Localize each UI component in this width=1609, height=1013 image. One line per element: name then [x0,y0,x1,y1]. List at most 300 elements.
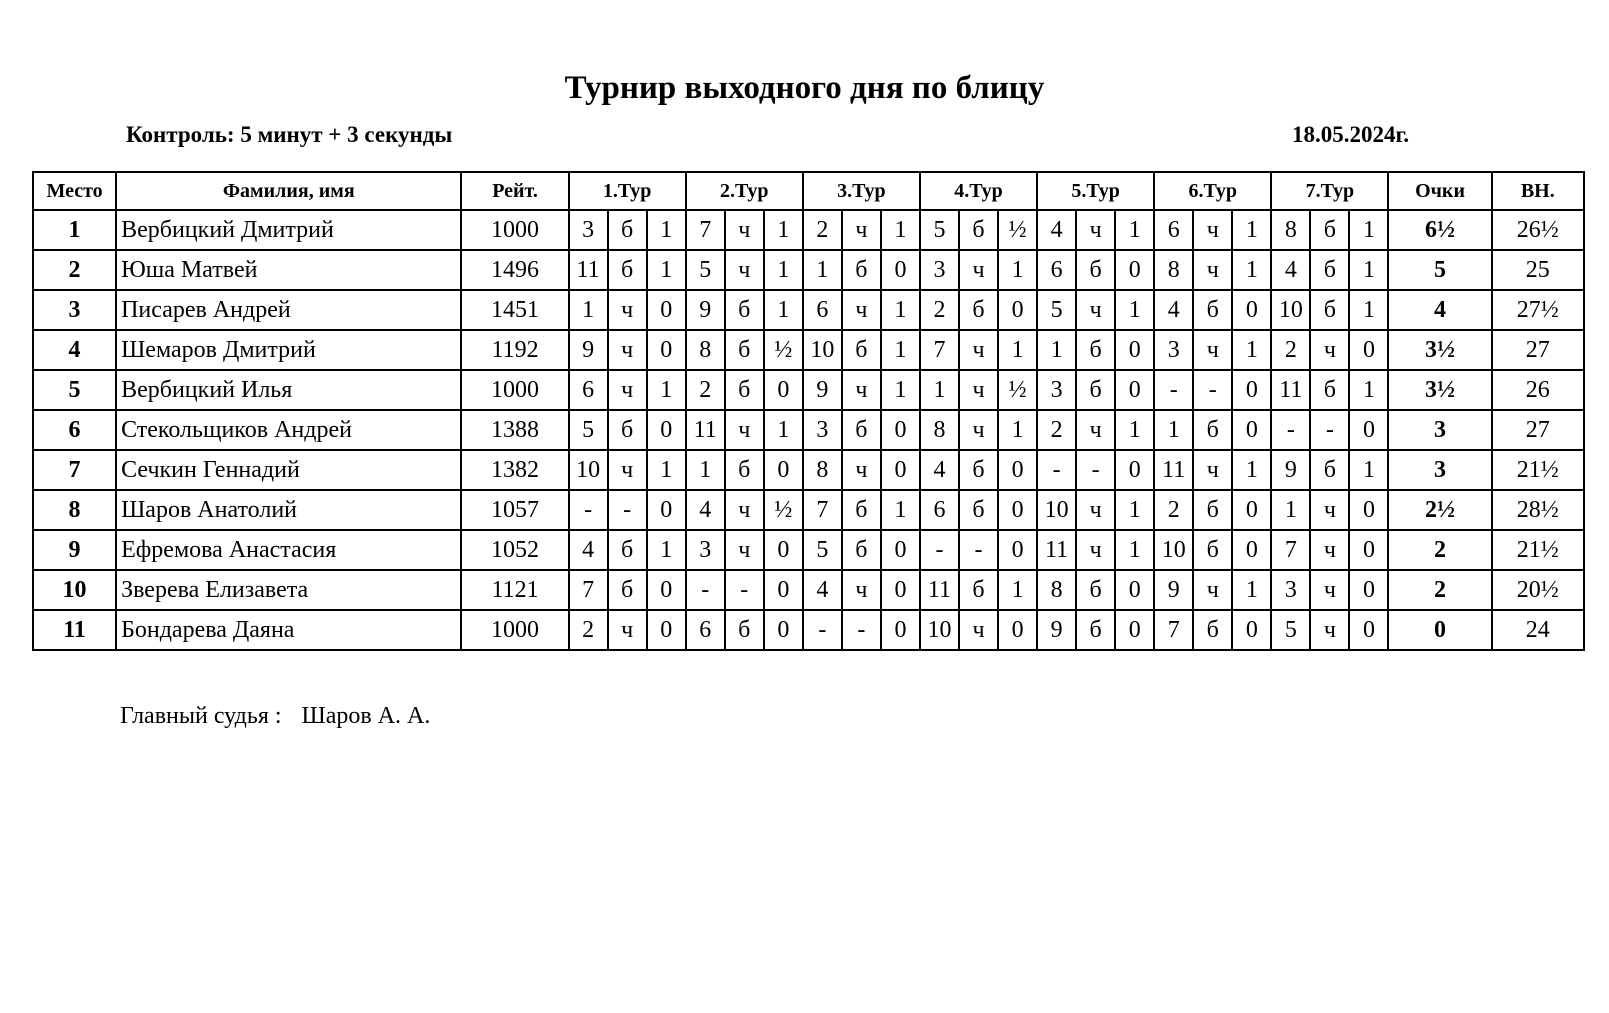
color-cell: б [725,290,764,330]
place-cell: 6 [33,410,116,450]
color-cell: б [1193,410,1232,450]
opponent-cell: 1 [803,250,842,290]
color-cell: ч [959,250,998,290]
opponent-cell: 4 [569,530,608,570]
opponent-cell: 6 [920,490,959,530]
result-cell: 1 [1115,290,1154,330]
color-cell: б [842,410,881,450]
color-cell: ч [959,370,998,410]
result-cell: ½ [764,330,803,370]
opponent-cell: 8 [1037,570,1076,610]
opponent-cell: 9 [1271,450,1310,490]
opponent-cell: 2 [686,370,725,410]
result-cell: 0 [881,530,920,570]
opponent-cell: 2 [569,610,608,650]
place-cell: 11 [33,610,116,650]
opponent-cell: 11 [920,570,959,610]
opponent-cell: - [1154,370,1193,410]
result-cell: 0 [881,250,920,290]
tiebreak-cell: 27½ [1492,290,1584,330]
result-cell: 1 [1115,410,1154,450]
result-cell: 0 [647,410,686,450]
opponent-cell: 2 [1154,490,1193,530]
header-round-1: 1.Тур [569,172,686,210]
place-cell: 4 [33,330,116,370]
result-cell: 1 [1232,210,1271,250]
result-cell: 0 [1349,610,1388,650]
rating-cell: 1052 [461,530,568,570]
header-round-3: 3.Тур [803,172,920,210]
rating-cell: 1000 [461,210,568,250]
chief-judge-name: Шаров А. А. [301,703,431,729]
color-cell: ч [1310,610,1349,650]
result-cell: 1 [1115,210,1154,250]
header-round-5: 5.Тур [1037,172,1154,210]
color-cell: б [725,330,764,370]
color-cell: б [842,490,881,530]
opponent-cell: - [803,610,842,650]
color-cell: ч [842,290,881,330]
points-cell: 3½ [1388,370,1491,410]
color-cell: б [842,250,881,290]
color-cell: б [1076,330,1115,370]
opponent-cell: 3 [686,530,725,570]
opponent-cell: 11 [1271,370,1310,410]
result-cell: 0 [881,450,920,490]
place-cell: 9 [33,530,116,570]
color-cell: ч [842,210,881,250]
color-cell: б [1076,610,1115,650]
opponent-cell: 5 [569,410,608,450]
color-cell: б [842,330,881,370]
result-cell: 1 [881,210,920,250]
table-row [33,530,1584,570]
color-cell: б [1310,290,1349,330]
opponent-cell: 9 [686,290,725,330]
opponent-cell: 10 [569,450,608,490]
points-cell: 0 [1388,610,1491,650]
result-cell: 0 [998,450,1037,490]
result-cell: 1 [1349,290,1388,330]
points-cell: 4 [1388,290,1491,330]
result-cell: 1 [764,410,803,450]
color-cell: ч [959,330,998,370]
opponent-cell: 7 [686,210,725,250]
opponent-cell: 2 [920,290,959,330]
color-cell: ч [959,410,998,450]
color-cell: ч [1310,530,1349,570]
result-cell: 0 [1232,410,1271,450]
header-round-7: 7.Тур [1271,172,1388,210]
color-cell: б [959,290,998,330]
opponent-cell: 1 [920,370,959,410]
color-cell: б [725,370,764,410]
result-cell: 0 [647,570,686,610]
opponent-cell: 4 [920,450,959,490]
color-cell: б [608,570,647,610]
result-cell: ½ [764,490,803,530]
table-row [33,410,1584,450]
opponent-cell: 7 [569,570,608,610]
result-cell: 0 [1349,530,1388,570]
tiebreak-cell: 21½ [1492,450,1584,490]
header-round-2: 2.Тур [686,172,803,210]
result-cell: 1 [881,370,920,410]
color-cell: б [608,410,647,450]
opponent-cell: - [686,570,725,610]
opponent-cell: 11 [569,250,608,290]
tiebreak-cell: 20½ [1492,570,1584,610]
result-cell: 0 [881,570,920,610]
opponent-cell: 7 [803,490,842,530]
color-cell: б [608,250,647,290]
result-cell: 1 [1349,210,1388,250]
tiebreak-cell: 27 [1492,410,1584,450]
place-cell: 1 [33,210,116,250]
result-cell: 1 [764,290,803,330]
color-cell: б [959,210,998,250]
player-name-cell: Вербицкий Дмитрий [116,210,461,250]
color-cell: б [1076,250,1115,290]
opponent-cell: 6 [1154,210,1193,250]
result-cell: 0 [1232,370,1271,410]
color-cell: б [725,610,764,650]
tiebreak-cell: 26 [1492,370,1584,410]
player-name-cell: Сечкин Геннадий [116,450,461,490]
result-cell: 1 [1349,450,1388,490]
tournament-date: 18.05.2024г. [1292,122,1410,147]
rating-cell: 1057 [461,490,568,530]
opponent-cell: 11 [1037,530,1076,570]
table-row [33,210,1584,250]
color-cell: ч [1076,410,1115,450]
opponent-cell: 4 [1271,250,1310,290]
result-cell: 0 [1232,490,1271,530]
result-cell: 1 [881,490,920,530]
color-cell: - [608,490,647,530]
result-cell: 0 [1349,490,1388,530]
opponent-cell: 3 [1037,370,1076,410]
opponent-cell: 3 [803,410,842,450]
player-name-cell: Юша Матвей [116,250,461,290]
opponent-cell: 9 [1037,610,1076,650]
opponent-cell: 3 [1154,330,1193,370]
result-cell: 1 [1232,250,1271,290]
color-cell: - [1310,410,1349,450]
result-cell: 1 [998,410,1037,450]
color-cell: - [842,610,881,650]
tiebreak-cell: 28½ [1492,490,1584,530]
color-cell: ч [1193,450,1232,490]
result-cell: 0 [998,490,1037,530]
color-cell: б [842,530,881,570]
result-cell: 1 [647,370,686,410]
opponent-cell: 1 [686,450,725,490]
result-cell: 0 [998,530,1037,570]
color-cell: ч [608,330,647,370]
color-cell: ч [608,610,647,650]
points-cell: 2 [1388,530,1491,570]
opponent-cell: 9 [569,330,608,370]
result-cell: 1 [998,250,1037,290]
result-cell: 1 [998,330,1037,370]
result-cell: 1 [1232,330,1271,370]
rating-cell: 1382 [461,450,568,490]
color-cell: б [1193,490,1232,530]
rating-cell: 1496 [461,250,568,290]
header-place: Место [33,172,116,210]
opponent-cell: - [1271,410,1310,450]
points-cell: 3 [1388,450,1491,490]
result-cell: 1 [647,530,686,570]
color-cell: ч [608,450,647,490]
place-cell: 8 [33,490,116,530]
player-name-cell: Бондарева Даяна [116,610,461,650]
opponent-cell: 11 [1154,450,1193,490]
result-cell: 0 [1232,530,1271,570]
color-cell: ч [725,490,764,530]
player-name-cell: Шаров Анатолий [116,490,461,530]
player-name-cell: Писарев Андрей [116,290,461,330]
result-cell: 0 [998,290,1037,330]
result-cell: 0 [764,610,803,650]
color-cell: б [1310,210,1349,250]
player-name-cell: Вербицкий Илья [116,370,461,410]
header-points: Очки [1388,172,1491,210]
result-cell: 0 [881,610,920,650]
color-cell: б [959,570,998,610]
result-cell: 1 [764,250,803,290]
points-cell: 2 [1388,570,1491,610]
color-cell: ч [1310,490,1349,530]
header-round-4: 4.Тур [920,172,1037,210]
points-cell: 2½ [1388,490,1491,530]
result-cell: 0 [1115,330,1154,370]
opponent-cell: 6 [569,370,608,410]
opponent-cell: 3 [920,250,959,290]
color-cell: ч [1076,490,1115,530]
header-row [33,172,1584,210]
color-cell: ч [1193,570,1232,610]
color-cell: б [1310,450,1349,490]
opponent-cell: 8 [686,330,725,370]
color-cell: ч [959,610,998,650]
opponent-cell: 8 [920,410,959,450]
opponent-cell: 10 [803,330,842,370]
points-cell: 3½ [1388,330,1491,370]
result-cell: 1 [998,570,1037,610]
table-row [33,370,1584,410]
result-cell: 0 [764,530,803,570]
result-cell: 0 [1115,250,1154,290]
result-cell: 0 [1232,610,1271,650]
opponent-cell: 2 [1271,330,1310,370]
opponent-cell: 2 [1037,410,1076,450]
color-cell: б [725,450,764,490]
result-cell: 0 [647,610,686,650]
player-name-cell: Зверева Елизавета [116,570,461,610]
player-name-cell: Стекольщиков Андрей [116,410,461,450]
color-cell: б [1310,250,1349,290]
opponent-cell: 10 [920,610,959,650]
place-cell: 5 [33,370,116,410]
header-tiebreak: ВН. [1492,172,1584,210]
opponent-cell: - [920,530,959,570]
result-cell: 1 [647,250,686,290]
opponent-cell: 1 [569,290,608,330]
table-row [33,290,1584,330]
result-cell: 1 [1115,490,1154,530]
color-cell: ч [725,410,764,450]
table-row [33,250,1584,290]
result-cell: ½ [998,370,1037,410]
color-cell: ч [1193,250,1232,290]
table-row [33,330,1584,370]
color-cell: ч [1310,570,1349,610]
rating-cell: 1388 [461,410,568,450]
opponent-cell: - [569,490,608,530]
result-cell: 0 [1349,330,1388,370]
opponent-cell: 11 [686,410,725,450]
result-cell: 0 [1349,410,1388,450]
color-cell: ч [1076,290,1115,330]
player-name-cell: Ефремова Анастасия [116,530,461,570]
header-rating: Рейт. [461,172,568,210]
opponent-cell: 6 [1037,250,1076,290]
result-cell: 0 [647,490,686,530]
tiebreak-cell: 25 [1492,250,1584,290]
opponent-cell: 4 [1037,210,1076,250]
results-table [32,171,1585,651]
points-cell: 3 [1388,410,1491,450]
tiebreak-cell: 24 [1492,610,1584,650]
place-cell: 10 [33,570,116,610]
result-cell: 0 [1115,370,1154,410]
opponent-cell: 4 [803,570,842,610]
color-cell: б [1193,530,1232,570]
player-name-cell: Шемаров Дмитрий [116,330,461,370]
color-cell: ч [1193,210,1232,250]
opponent-cell: 6 [803,290,842,330]
table-row [33,490,1584,530]
rating-cell: 1000 [461,370,568,410]
tiebreak-cell: 26½ [1492,210,1584,250]
color-cell: ч [608,370,647,410]
opponent-cell: 7 [920,330,959,370]
rating-cell: 1192 [461,330,568,370]
table-row [33,450,1584,490]
opponent-cell: 5 [1037,290,1076,330]
opponent-cell: 1 [1154,410,1193,450]
opponent-cell: 9 [1154,570,1193,610]
page-title: Турнир выходного дня по блицу [564,70,1045,106]
time-control: Контроль: 5 минут + 3 секунды [126,122,453,147]
color-cell: - [959,530,998,570]
table-row [33,610,1584,650]
chief-judge [120,703,430,730]
result-cell: 0 [1115,450,1154,490]
result-cell: 0 [881,410,920,450]
result-cell: 0 [998,610,1037,650]
result-cell: ½ [998,210,1037,250]
opponent-cell: 8 [1271,210,1310,250]
rating-cell: 1000 [461,610,568,650]
header-round-6: 6.Тур [1154,172,1271,210]
tiebreak-cell: 21½ [1492,530,1584,570]
opponent-cell: 5 [1271,610,1310,650]
color-cell: ч [608,290,647,330]
opponent-cell: 4 [686,490,725,530]
chief-judge-label: Главный судья : [120,703,282,729]
opponent-cell: 7 [1154,610,1193,650]
result-cell: 1 [1232,570,1271,610]
opponent-cell: 10 [1037,490,1076,530]
result-cell: 0 [764,570,803,610]
opponent-cell: 2 [803,210,842,250]
result-cell: 0 [1115,610,1154,650]
points-cell: 6½ [1388,210,1491,250]
color-cell: б [959,450,998,490]
color-cell: ч [1193,330,1232,370]
color-cell: б [1310,370,1349,410]
result-cell: 1 [764,210,803,250]
header-name: Фамилия, имя [116,172,461,210]
result-cell: 1 [881,290,920,330]
color-cell: ч [842,450,881,490]
place-cell: 2 [33,250,116,290]
color-cell: б [608,530,647,570]
result-cell: 1 [1349,370,1388,410]
opponent-cell: 1 [1271,490,1310,530]
color-cell: б [1076,570,1115,610]
opponent-cell: 3 [569,210,608,250]
opponent-cell: 5 [920,210,959,250]
result-cell: 1 [647,450,686,490]
tiebreak-cell: 27 [1492,330,1584,370]
opponent-cell: 3 [1271,570,1310,610]
color-cell: ч [1310,330,1349,370]
color-cell: ч [842,570,881,610]
rating-cell: 1451 [461,290,568,330]
opponent-cell: 7 [1271,530,1310,570]
opponent-cell: 5 [803,530,842,570]
color-cell: ч [1076,530,1115,570]
opponent-cell: 9 [803,370,842,410]
place-cell: 7 [33,450,116,490]
opponent-cell: 8 [1154,250,1193,290]
result-cell: 1 [647,210,686,250]
rating-cell: 1121 [461,570,568,610]
result-cell: 0 [1115,570,1154,610]
result-cell: 0 [764,450,803,490]
color-cell: ч [1076,210,1115,250]
opponent-cell: - [1037,450,1076,490]
opponent-cell: 8 [803,450,842,490]
points-cell: 5 [1388,250,1491,290]
color-cell: б [959,490,998,530]
color-cell: - [725,570,764,610]
result-cell: 1 [1232,450,1271,490]
opponent-cell: 4 [1154,290,1193,330]
color-cell: ч [842,370,881,410]
opponent-cell: 10 [1271,290,1310,330]
result-cell: 1 [881,330,920,370]
opponent-cell: 10 [1154,530,1193,570]
opponent-cell: 6 [686,610,725,650]
result-cell: 0 [764,370,803,410]
results-body [33,210,1584,650]
result-cell: 1 [1349,250,1388,290]
